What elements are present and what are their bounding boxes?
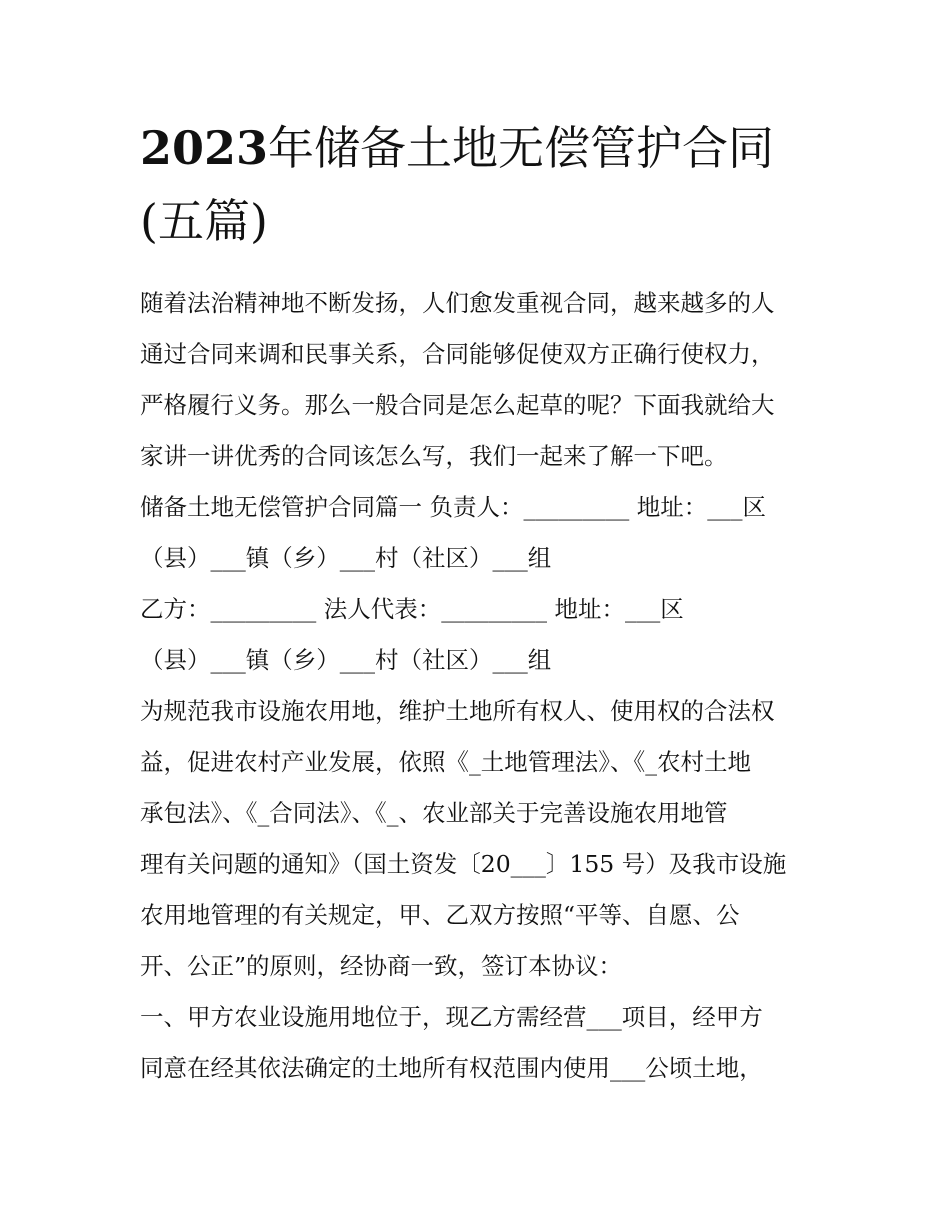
body-line: 家讲一讲优秀的合同该怎么写，我们一起来了解一下吧。 bbox=[140, 442, 728, 470]
body-line: 为规范我市设施农用地，维护土地所有权人、使用权的合法权 bbox=[140, 697, 775, 725]
title-text-line2: (五篇) bbox=[140, 194, 268, 248]
body-line: 理有关问题的通知》（国土资发〔20___〕155 号）及我市设施 bbox=[140, 850, 787, 878]
body-line: 严格履行义务。那么一般合同是怎么起草的呢？下面我就给大 bbox=[140, 391, 775, 419]
body-line: 一、甲方农业设施用地位于，现乙方需经营___项目，经甲方 bbox=[140, 1003, 763, 1031]
body-line: （县）___镇（乡）___村（社区）___组 bbox=[140, 646, 552, 674]
title-text-line1: 年储备土地无偿管护合同 bbox=[268, 121, 775, 175]
body-line: 随着法治精神地不断发扬，人们愈发重视合同，越来越多的人 bbox=[140, 289, 775, 317]
body-line: （县）___镇（乡）___村（社区）___组 bbox=[140, 544, 552, 572]
body-line: 开、公正”的原则，经协商一致，签订本协议： bbox=[140, 952, 623, 980]
document-body bbox=[140, 278, 830, 1094]
body-line: 承包法》、《_合同法》、《_、农业部关于完善设施农用地管 bbox=[140, 799, 728, 827]
body-line: 农用地管理的有关规定，甲、乙双方按照“平等、自愿、公 bbox=[140, 901, 740, 929]
title-year: 2023 bbox=[140, 121, 269, 175]
body-line: 储备土地无偿管护合同篇一 负责人：_________ 地址：___区 bbox=[140, 493, 766, 521]
document-title bbox=[140, 112, 830, 258]
body-line: 乙方：_________ 法人代表：_________ 地址：___区 bbox=[140, 595, 684, 623]
body-line: 益，促进农村产业发展，依照《_土地管理法》、《_农村土地 bbox=[140, 748, 751, 776]
body-line: 通过合同来调和民事关系，合同能够促使双方正确行使权力， bbox=[140, 340, 775, 368]
body-line: 同意在经其依法确定的土地所有权范围内使用___公顷土地， bbox=[140, 1054, 763, 1082]
